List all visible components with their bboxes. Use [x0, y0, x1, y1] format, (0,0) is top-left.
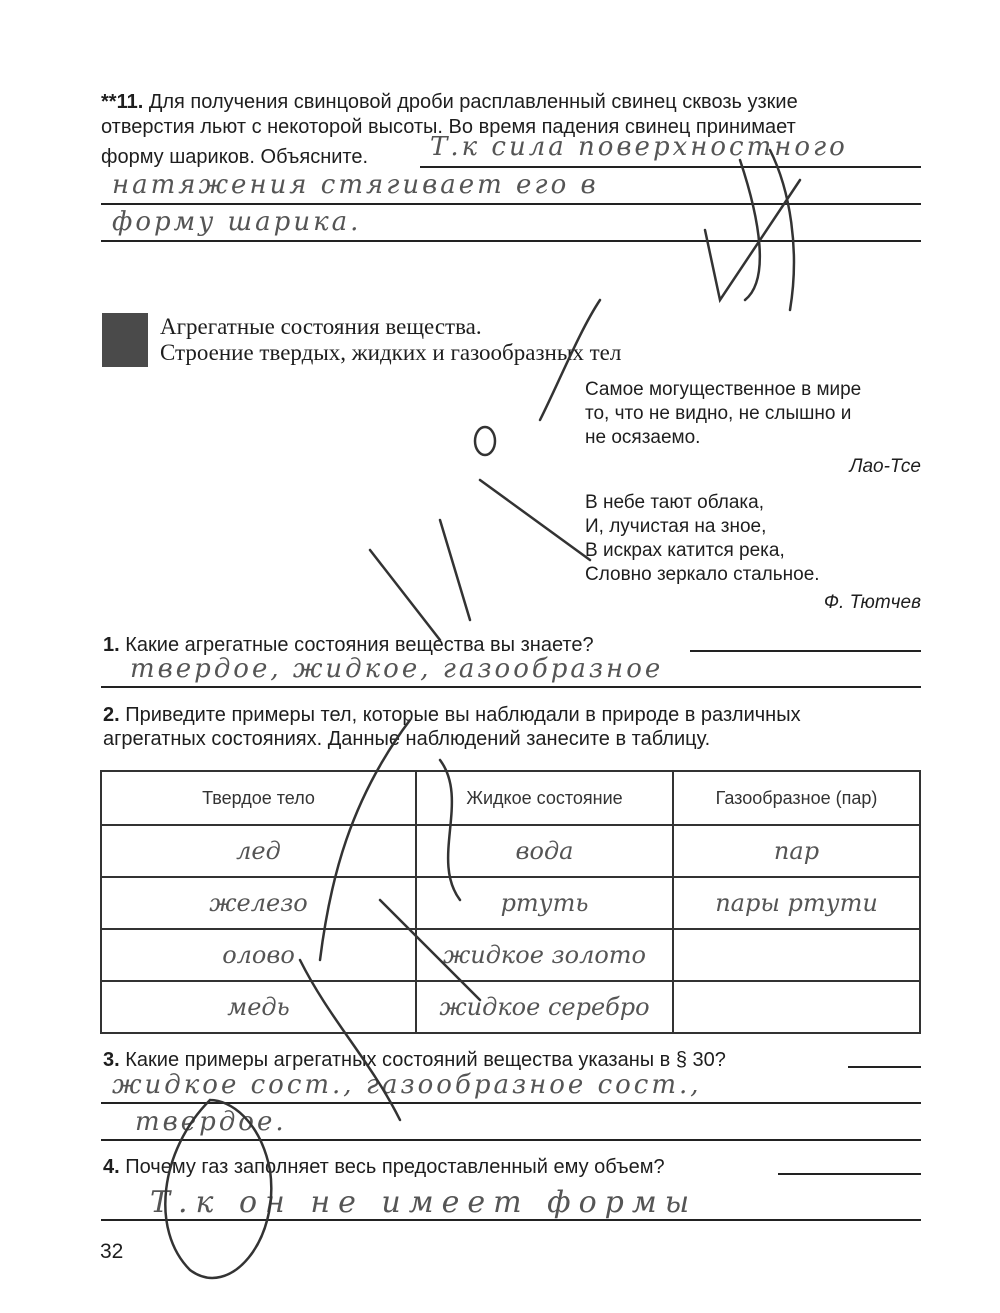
epigraph-2-line: Словно зеркало стальное.	[585, 564, 820, 585]
answer-line	[101, 240, 921, 242]
table-cell[interactable]: пар	[673, 825, 920, 877]
table-cell[interactable]: жидкое золото	[416, 929, 673, 981]
answer-line	[420, 166, 921, 168]
answer-line	[101, 203, 921, 205]
q2-line-2: агрегатных состояниях. Данные наблюдений занесите в таблицу.	[103, 728, 711, 750]
epigraph-2-line: В небе тают облака,	[585, 492, 765, 513]
epigraph-1-line: Самое могущественное в мире	[585, 379, 862, 400]
q3-answer-2[interactable]: твердое.	[135, 1107, 287, 1137]
table-cell[interactable]: ртуть	[416, 877, 673, 929]
answer-line	[778, 1173, 921, 1175]
q11-line-3: форму шариков. Объясните.	[101, 146, 369, 168]
table-cell[interactable]: вода	[416, 825, 673, 877]
table-row	[101, 929, 920, 981]
q11-answer-1[interactable]: Т.к сила поверхностного	[430, 132, 848, 162]
q4-number: 4.	[103, 1156, 120, 1178]
scribble-mark	[705, 150, 800, 310]
table-cell[interactable]	[673, 981, 920, 1033]
epigraph-1-line: то, что не видно, не слышно и	[585, 403, 852, 424]
q4-answer[interactable]: Т.к он не имеет формы	[150, 1185, 698, 1220]
answer-line	[101, 1102, 921, 1104]
q2-number: 2.	[103, 704, 120, 726]
q11-line-1	[101, 90, 798, 114]
answer-line	[848, 1066, 921, 1068]
q3-answer-1[interactable]: жидкое сост., газообразное сост.,	[112, 1070, 702, 1100]
table-cell[interactable]: медь	[101, 981, 416, 1033]
states-table	[100, 770, 921, 1034]
table-cell[interactable]: жидкое серебро	[416, 981, 673, 1033]
epigraph-1-line: не осязаемо.	[585, 427, 701, 448]
header-solid: Твердое тело	[101, 771, 416, 825]
q2-line-1	[103, 703, 801, 727]
table-row	[101, 981, 920, 1033]
q11-text: Для получения свинцовой дроби расплавленный свинец сквозь узкие	[148, 91, 798, 113]
header-liquid: Жидкое состояние	[416, 771, 673, 825]
q3-number: 3.	[103, 1049, 120, 1071]
epigraph-2-line: В искрах катится река,	[585, 540, 785, 561]
table-cell[interactable]: олово	[101, 929, 416, 981]
section-title-2: Строение твердых, жидких и газообразных тел	[160, 340, 622, 365]
table-row	[101, 877, 920, 929]
table-cell[interactable]	[673, 929, 920, 981]
table-cell[interactable]: железо	[101, 877, 416, 929]
q1-number: 1.	[103, 634, 120, 656]
page-number: 32	[100, 1240, 124, 1263]
scribble-mark	[475, 427, 495, 455]
answer-line	[101, 686, 921, 688]
q2-text: Приведите примеры тел, которые вы наблюдали в природе в различных	[125, 704, 801, 726]
q11-answer-2[interactable]: натяжения стягивает его в	[112, 170, 599, 200]
q11-answer-3[interactable]: форму шарика.	[112, 207, 362, 237]
table-header-row	[101, 771, 920, 825]
table-cell[interactable]: пары ртути	[673, 877, 920, 929]
q11-line-2: отверстия льют с некоторой высоты. Во время падения свинец принимает	[101, 116, 796, 138]
answer-line	[101, 1139, 921, 1141]
q1-answer[interactable]: твердое, жидкое, газообразное	[130, 654, 664, 684]
section-title-1: Агрегатные состояния вещества.	[160, 314, 482, 339]
table-cell[interactable]: лед	[101, 825, 416, 877]
q4-text: Почему газ заполняет весь предоставленный ему объем?	[125, 1156, 665, 1178]
epigraph-1-author: Лао-Тсе	[849, 456, 921, 477]
header-gas: Газообразное (пар)	[673, 771, 920, 825]
q1-text: Какие агрегатные состояния вещества вы знаете?	[125, 634, 594, 656]
table-row	[101, 825, 920, 877]
section-marker	[102, 313, 148, 367]
q3-text: Какие примеры агрегатных состояний вещества указаны в § 30?	[125, 1049, 726, 1071]
epigraph-2-line: И, лучистая на зное,	[585, 516, 767, 537]
epigraph-2-author: Ф. Тютчев	[823, 592, 921, 613]
answer-line	[690, 650, 921, 652]
q11-number: **11.	[101, 91, 144, 113]
q3-question	[103, 1048, 726, 1072]
q4-question	[103, 1155, 665, 1179]
